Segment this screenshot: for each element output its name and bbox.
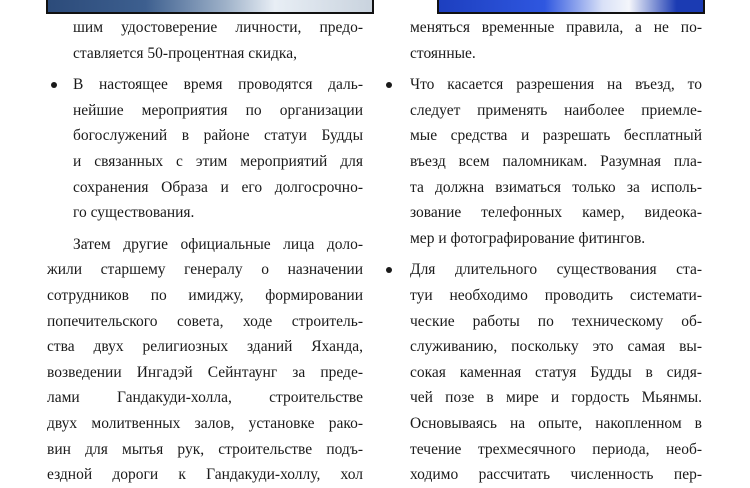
text-line: лами Гандакуди-холла, строительстве xyxy=(47,389,363,407)
text-line: меняться временные правила, а не по- xyxy=(410,19,702,36)
text-line: зование телефонных камер, видеока- xyxy=(410,204,702,222)
text-line: двух молитвенных залов, установке рако- xyxy=(47,414,363,432)
text-line: возведении Ингадэй Сейнтаунг за преде- xyxy=(47,363,363,381)
right-column xyxy=(410,15,702,488)
text-line: сотрудников по имиджу, формировании xyxy=(47,286,363,304)
text-line: попечительского совета, ходе строитель- xyxy=(47,312,363,330)
text-line: вин для мытья рук, строительстве подъ- xyxy=(47,440,363,458)
text-line: чей позе в мире и гордость Мьянмы. xyxy=(410,389,702,407)
text-line: Затем другие официальные лица доло- xyxy=(73,235,363,253)
left-paragraph xyxy=(47,232,363,488)
left-p1-cont xyxy=(47,15,363,66)
right-p1-cont xyxy=(410,15,702,66)
bullet-icon xyxy=(51,82,57,88)
text-line: ходимо рассчитать численность пер- xyxy=(410,466,702,484)
text-line: туи необходимо проводить системати- xyxy=(410,286,702,304)
text-line: течение трехмесячного периода, необ- xyxy=(410,440,702,458)
text-line: мер и фотографирование фитингов. xyxy=(410,229,646,247)
left-column xyxy=(47,15,363,488)
text-line: въезд всем паломникам. Разумная пла- xyxy=(410,152,702,170)
text-line: мые средства и разрешать бесплатный xyxy=(410,127,702,145)
bullet-icon xyxy=(386,82,392,88)
text-line: ства двух религиозных зданий Яханда, xyxy=(47,338,363,356)
right-bullet-item xyxy=(410,72,702,251)
text-line: ческие работы по техническому об- xyxy=(410,312,702,330)
text-line: сохранения Образа и его долгосрочно- xyxy=(73,178,363,196)
text-line: Что касается разрешения на въезд, то xyxy=(410,76,702,94)
text-line: шим удостоверение личности, предо- xyxy=(73,19,363,36)
right-bullet-item xyxy=(410,257,702,487)
text-line: следует применять наиболее приемле- xyxy=(410,101,702,119)
text-line: нейшие мероприятия по организации xyxy=(73,101,363,119)
bullet-icon xyxy=(386,267,392,273)
text-line: богослужений в районе статуи Будды xyxy=(73,127,363,145)
photo-left xyxy=(46,0,374,14)
left-bullet-item xyxy=(47,72,363,226)
text-line: Основываясь на опыте, накопленном в xyxy=(410,414,702,432)
text-line: го существования. xyxy=(73,204,195,222)
text-line: стоянные. xyxy=(410,44,476,62)
text-line: В настоящее время проводятся даль- xyxy=(73,76,363,94)
text-line: ездной дороги к Гандакуди-холлу, хол xyxy=(47,466,363,484)
text-line: сокая каменная статуя Будды в сидя- xyxy=(410,363,702,381)
text-line: та должна взиматься только за исполь- xyxy=(410,178,702,196)
text-line: жили старшему генералу о назначении xyxy=(47,261,363,279)
text-line: ставляется 50-процентная скидка, xyxy=(73,44,297,62)
text-line: служиванию, поскольку это самая вы- xyxy=(410,338,702,356)
text-line: и связанных с этим мероприятий для xyxy=(73,152,363,170)
text-line: Для длительного существования ста- xyxy=(410,261,702,279)
photo-right xyxy=(437,0,705,14)
